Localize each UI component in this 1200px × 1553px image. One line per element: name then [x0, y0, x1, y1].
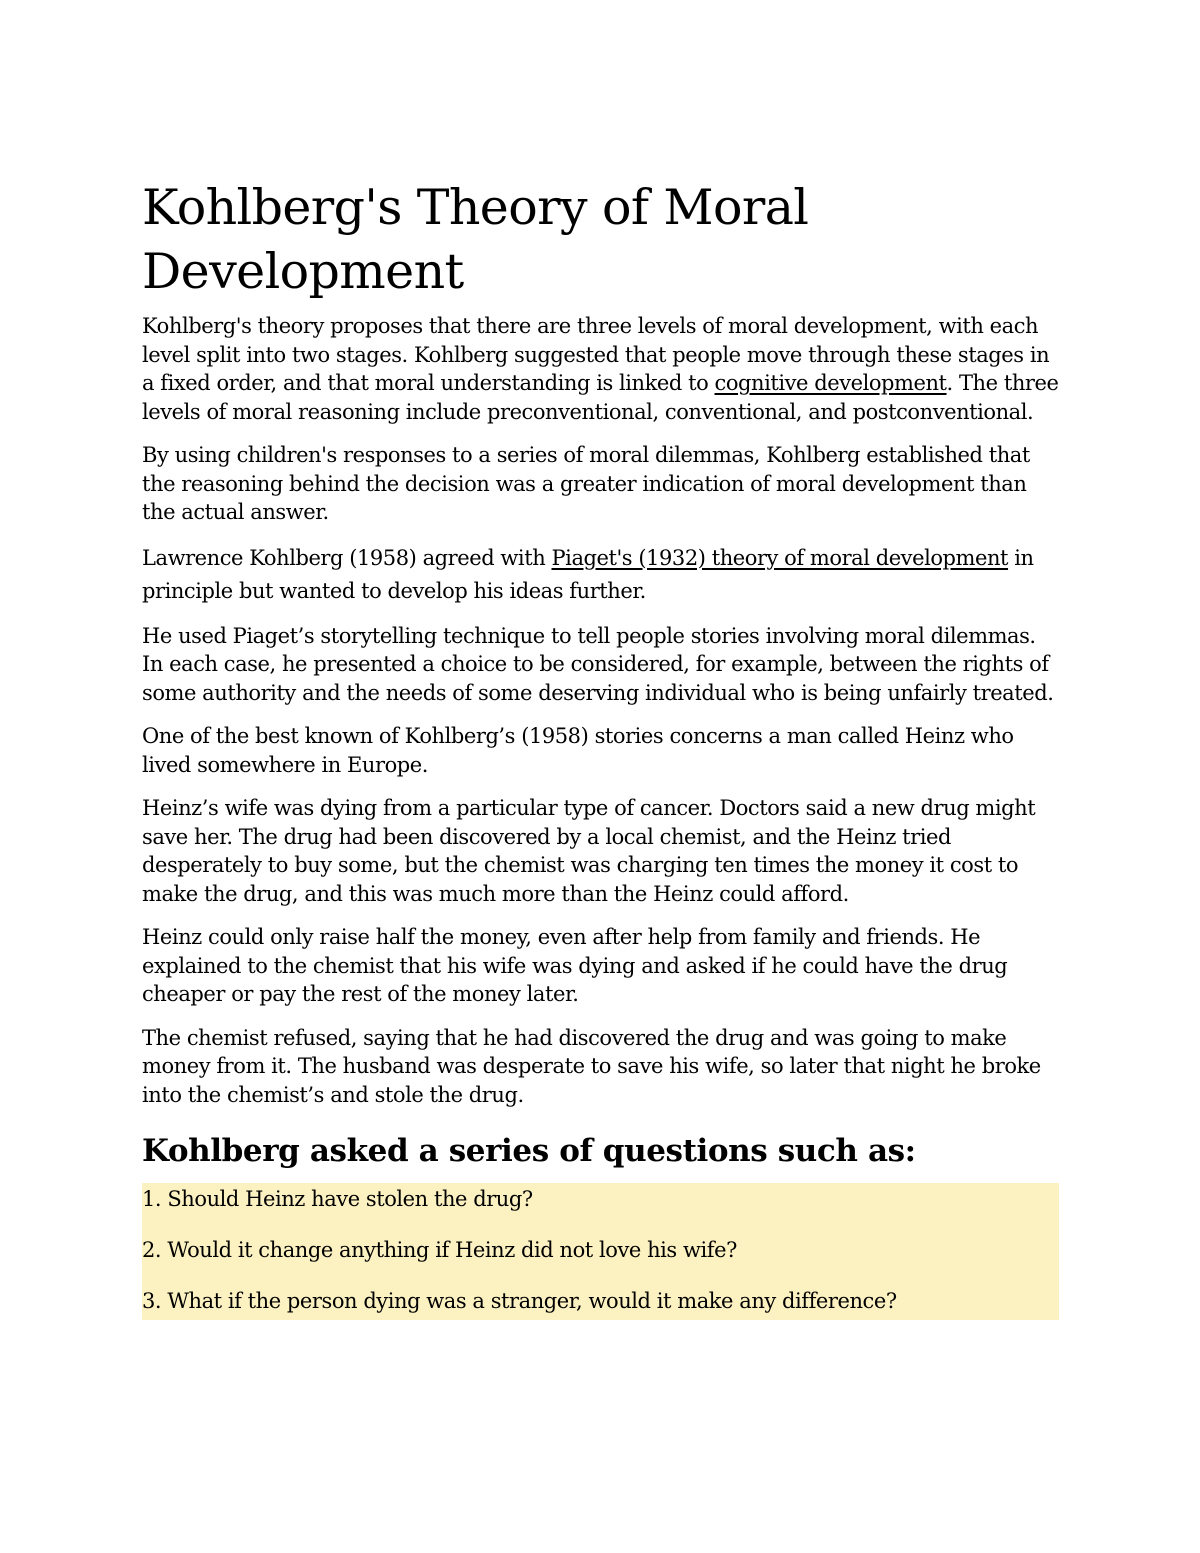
questions-heading: Kohlberg asked a series of questions such as: — [142, 1133, 916, 1169]
paragraph-text: in principle but wanted to develop his ideas further. — [142, 545, 1034, 603]
question-item: 1. Should Heinz have stolen the drug? — [142, 1187, 533, 1211]
questions-highlight-box — [142, 1183, 1059, 1320]
paragraph-heinz-intro: One of the best known of Kohlberg’s (1958) stories concerns a man called Heinz who lived somewhere in Europe. — [142, 724, 1014, 777]
paragraph-heinz-money: Heinz could only raise half the money, even after help from family and friends. He explained to the chemist that his wife was dying and asked if he could have the drug cheaper or pay the rest of the money later. — [142, 925, 1008, 1006]
paragraph-heinz-wife: Heinz’s wife was dying from a particular type of cancer. Doctors said a new drug might save her. The drug had been discovered by a local chemist, and the Heinz tried desperately to buy some, but the chemist was charging ten times the money it cost to make the drug, and this was much more than the Heinz could afford. — [142, 796, 1036, 906]
paragraph-piaget-agreement — [142, 542, 1062, 608]
paragraph-theory-overview — [142, 312, 1062, 426]
piaget-theory-link[interactable]: Piaget's (1932) theory of moral development — [551, 545, 1009, 570]
document-title: Kohlberg's Theory of Moral Development — [142, 179, 809, 300]
paragraph-dilemmas-method: By using children's responses to a series of moral dilemmas, Kohlberg established that the reasoning behind the decision was a greater indication of moral development than the actual answer. — [142, 443, 1030, 524]
cognitive-development-link[interactable]: cognitive development — [714, 371, 947, 395]
paragraph-text: Kohlberg's theory proposes that there are three levels of moral development, with each level split into two stages. Kohlberg suggested that people move through these stages in a fixed order, and that moral understanding is linked to — [142, 314, 1050, 395]
paragraph-text: Lawrence Kohlberg (1958) agreed with — [142, 545, 552, 570]
question-item: 3. What if the person dying was a stranger, would it make any difference? — [142, 1289, 897, 1313]
document-body — [142, 176, 1062, 1320]
paragraph-storytelling-technique: He used Piaget’s storytelling technique to tell people stories involving moral dilemmas. In each case, he presented a choice to be considered, for example, between the rights of some authority and the needs of some deserving individual who is being unfairly treated. — [142, 623, 1054, 705]
paragraph-text: . The three levels of moral reasoning include preconventional, conventional, and postconventional. — [142, 371, 1059, 424]
question-item: 2. Would it change anything if Heinz did not love his wife? — [142, 1238, 737, 1262]
paragraph-chemist-refused: The chemist refused, saying that he had discovered the drug and was going to make money from it. The husband was desperate to save his wife, so later that night he broke into the chemist’s and stole the drug. — [142, 1025, 1041, 1107]
